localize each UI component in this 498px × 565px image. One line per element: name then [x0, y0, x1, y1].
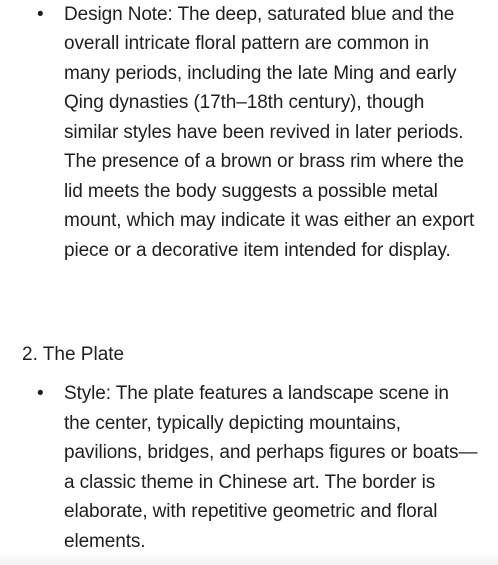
- plate-style-text: Style: The plate features a landscape scene in the center, typically depicting mountains, pavilions, bridges, and perhaps figures or boats—a classic theme in Chinese art. The border is elaborate, with repetitive geometric and floral elements.: [64, 383, 478, 552]
- section-heading-plate: 2. The Plate: [22, 344, 125, 365]
- plate-style-item: [0, 379, 498, 556]
- bullet-icon: •: [37, 383, 44, 404]
- plate-section: [0, 379, 498, 556]
- bottom-fade: [0, 551, 498, 565]
- design-note-item: [0, 0, 498, 265]
- plate-list: [0, 379, 498, 556]
- design-note-list: [0, 0, 498, 265]
- bullet-icon: •: [37, 3, 44, 25]
- design-note-text: Design Note: The deep, saturated blue and the overall intricate floral pattern are common in many periods, including the late Ming and early Qing dynasties (17th–18th century), though similar styles have been revived in later periods. The presence of a brown or brass rim where the lid meets the body suggests a possible metal mount, which may indicate it was either an export piece or a decorative item intended for display.: [64, 3, 475, 261]
